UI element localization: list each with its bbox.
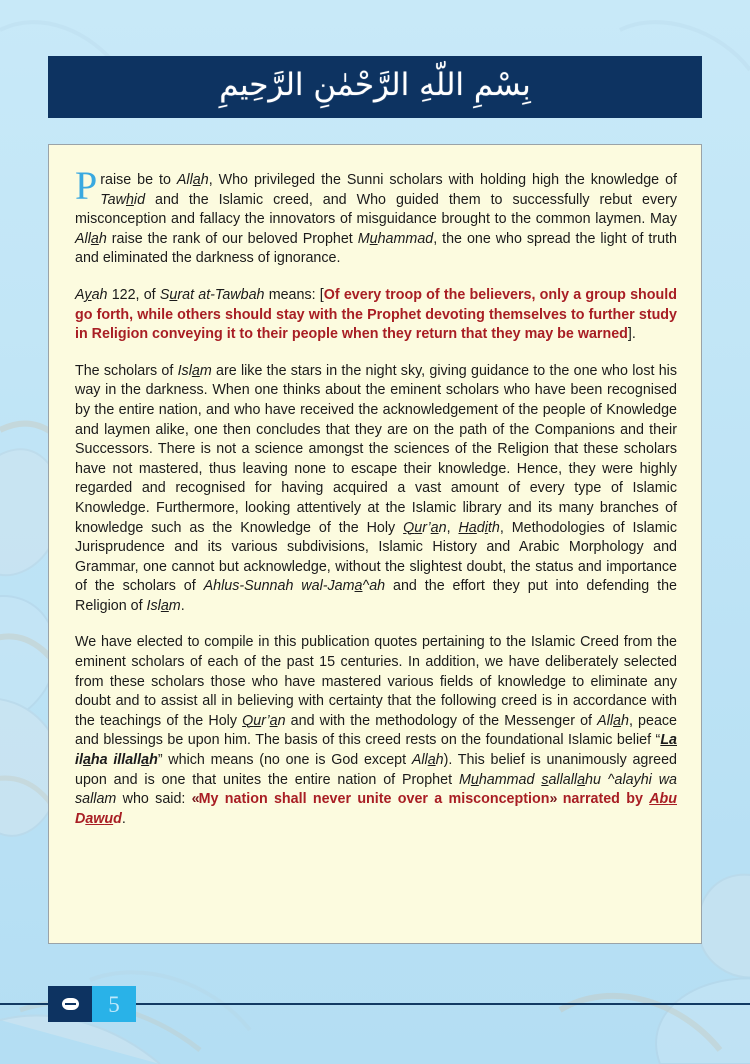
p4-shahada-b: il: [75, 752, 83, 769]
footer-page-number-block: [92, 986, 136, 1022]
p1-italic-allah-u: a: [192, 172, 201, 188]
p4-italic-allah2-b: h: [435, 752, 444, 769]
p4-italic-muhammad-a: M: [458, 771, 471, 788]
paragraph-praise: [75, 163, 677, 269]
bismillah-calligraphy: بِسْمِ اللّهِ الرَّحْمٰنِ الرَّحِيمِ: [219, 66, 531, 103]
p1-italic-allah-a: All: [176, 172, 193, 188]
p4-italic-allah2-u: a: [427, 752, 436, 769]
p3-text-6: .: [180, 597, 185, 614]
p4-shahada-a: L: [660, 732, 670, 749]
p4-italic-allah2-a: All: [411, 752, 428, 769]
p1-italic-allah2-u: a: [90, 230, 99, 247]
p1-italic-muhammad-u: u: [369, 230, 378, 247]
p4-italic-allah-u: a: [613, 712, 621, 729]
p1-italic-muhammad-a: M: [357, 230, 370, 247]
p2-italic-ayah-a: A: [75, 286, 85, 303]
p2-text-2: means: [: [264, 286, 324, 303]
p3-italic-quran-b: r’: [422, 519, 431, 536]
p3-italic-quran-a: Q: [403, 519, 415, 536]
p4-italic-muhammad-b: hammad: [478, 771, 542, 788]
quote-close-chevron-icon: »: [549, 791, 557, 808]
p1-italic-muhammad-b: hammad: [377, 230, 434, 247]
p1-italic-tawhid-a: Taw: [100, 191, 126, 208]
p1-text-5: , the one who spread the light of truth and eliminated the darkness of ignorance.: [75, 230, 677, 267]
p4-text-1: We have elected to compile in this publication quotes pertaining to the Islamic Creed from the eminent scholars of each of the past 15 centuries. In addition, we have deliberately selected from these scholars those who have mastered various fields of knowledge to eliminate any doubt and to assist all in believing with certainty that the following creed is in accordance with the teachings of the Holy: [75, 634, 677, 729]
quote-open-chevron-icon: «: [191, 791, 199, 808]
paragraph-publication: [75, 633, 677, 829]
p4-italic-quran-c: n: [277, 712, 286, 729]
p3-italic-hadith-a: H: [458, 519, 469, 536]
p3-italic-hadith-b: d: [476, 519, 485, 536]
p3-text-3: ,: [446, 519, 459, 536]
p1-text-1: raise be to: [100, 172, 177, 188]
p3-italic-quran-c: n: [438, 519, 447, 536]
p3-italic-hadith-c: th: [487, 519, 500, 536]
bismillah-banner: [48, 56, 702, 118]
leaf-icon: [62, 998, 79, 1010]
p3-italic-islam2-b: m: [168, 597, 181, 614]
p4-text-7: .: [121, 810, 126, 827]
p2-italic-surat-a: S: [159, 286, 170, 303]
p3-text-5: and the effort they put into defending the Religion of: [75, 578, 677, 614]
p1-italic-allah-b: h: [200, 172, 209, 188]
p4-italic-quran-b: r’: [261, 712, 270, 729]
p4-italic-sallallahu-c: allall: [548, 771, 578, 788]
content-card: [48, 144, 702, 944]
p4-shahada-c: ha illall: [90, 752, 142, 769]
p1-text-3: and the Islamic creed, and Who guided them to successfully rebut every misconception and fallacy the innovators of misguidance brought to the common laymen. May: [75, 191, 677, 228]
p4-text-2: and with the methodology of the Messenger of: [285, 712, 598, 729]
p3-italic-hadith-u2: i: [484, 519, 488, 536]
p1-text-4: raise the rank of our beloved Prophet: [106, 230, 358, 247]
p3-italic-islam2-u: a: [160, 597, 169, 614]
p4-text-6: who said:: [116, 791, 192, 808]
hadith-narrated-by: narrated by: [556, 791, 650, 808]
p4-italic-sallallahu-d: hu ^alayhi wa sallam: [75, 771, 678, 808]
p2-italic-ayah-u: y: [84, 286, 92, 303]
p3-text-1: The scholars of: [75, 362, 178, 379]
p3-italic-ahlus-b: ^ah: [362, 578, 386, 595]
p4-text-5: ). This belief is unanimously agreed upon and is one that unites the entire nation of Prophet: [75, 752, 677, 788]
p1-italic-tawhid-b: id: [133, 191, 146, 208]
narrator-u2: aw: [85, 810, 105, 827]
p1-italic-allah2-b: h: [98, 230, 107, 247]
p2-text-1: 122, of: [107, 286, 160, 303]
narrator-a: Ab: [649, 791, 669, 808]
p4-italic-sallallahu-u3: a: [577, 771, 586, 788]
p4-italic-allah-b: h: [621, 712, 629, 729]
p3-italic-islam-u: a: [191, 362, 200, 379]
p4-italic-quran-u1: u: [253, 712, 262, 729]
paragraph-scholars: [75, 362, 677, 617]
narrator-b: D: [75, 810, 86, 827]
p3-italic-islam-a: Isl: [177, 362, 192, 379]
hadith-quote-text: My nation shall never unite over a misconception: [198, 791, 550, 808]
p4-italic-allah-a: All: [597, 712, 614, 729]
p4-shahada-d: h: [149, 752, 158, 769]
narrator-u3: u: [104, 810, 114, 827]
p4-shahada-u1: a: [669, 732, 677, 749]
p4-italic-quran-a: Q: [242, 712, 254, 729]
p4-text-3: , peace and blessings be upon him. The basis of this creed rests on the foundational Islamic belief “: [75, 712, 678, 749]
footer-page-marker: [48, 986, 136, 1022]
p4-italic-muhammad-u1: u: [470, 771, 479, 788]
p4-text-4: ” which means (no one is God except: [157, 752, 412, 769]
p2-italic-surat-u: u: [169, 286, 178, 303]
p3-italic-hadith-u1: a: [468, 519, 477, 536]
p2-italic-surat-b: rat at-Tawbah: [177, 286, 265, 303]
narrator-c: d: [113, 810, 122, 827]
p3-italic-ahlus-a: Ahlus-Sunnah wal-Jam: [203, 578, 355, 595]
p4-shahada-u3: a: [141, 752, 150, 769]
ayah-quote-text: Of every troop of the believers, only a group should go forth, while others should stay with the Prophet devoting themselves to further study in Religion conveying it to their people when they return that they may be warned: [75, 286, 677, 343]
p4-shahada-u2: a: [82, 752, 91, 769]
page-number: 5: [108, 991, 120, 1017]
paragraph-ayah-quote: [75, 286, 677, 345]
p3-italic-islam-b: m: [199, 362, 212, 379]
p4-italic-quran-u2: a: [269, 712, 278, 729]
drop-cap-letter: P: [75, 163, 98, 208]
p3-italic-ahlus-u: a: [354, 578, 363, 595]
p3-italic-quran-u2: a: [430, 519, 439, 536]
narrator-u1: u: [668, 791, 677, 808]
footer-ornament-block: [48, 986, 92, 1022]
p3-italic-quran-u1: u: [414, 519, 423, 536]
p4-italic-sallallahu-u: s: [541, 771, 549, 788]
p1-italic-allah2-a: All: [75, 230, 91, 247]
p1-italic-tawhid-u: h: [125, 191, 134, 208]
p3-italic-islam2-a: Isl: [146, 597, 161, 614]
p1-text-2: , Who privileged the Sunni scholars with holding high the knowledge of: [208, 172, 677, 188]
p2-text-3: ].: [627, 326, 636, 343]
p3-text-2: are like the stars in the night sky, giving guidance to the one who lost his way in the darkness. When one thinks about the eminent scholars who have been recognised by the entire nation, and who have received the acknowledgement of the people of Knowledge and laymen alike, one then concludes that they are on the path of the Companions and their Successors. There is not a science amongst the sciences of the Religion that these scholars have not mastered, thus leaving none to escape their knowledge. Hence, they were highly regarded and recognised for having acquired a vast amount of every type of Islamic Knowledge. Furthermore, looking attentively at the Islamic library and its many branches of knowledge such as the Knowledge of the Holy: [75, 362, 677, 536]
p3-text-4: , Methodologies of Islamic Jurisprudence and its various subdivisions, Islamic History and Arabic Morphology and Grammar, one cannot but acknowledge, without the slightest doubt, the status and importance of the scholars of: [75, 519, 677, 595]
p2-italic-ayah-b: ah: [91, 286, 108, 303]
